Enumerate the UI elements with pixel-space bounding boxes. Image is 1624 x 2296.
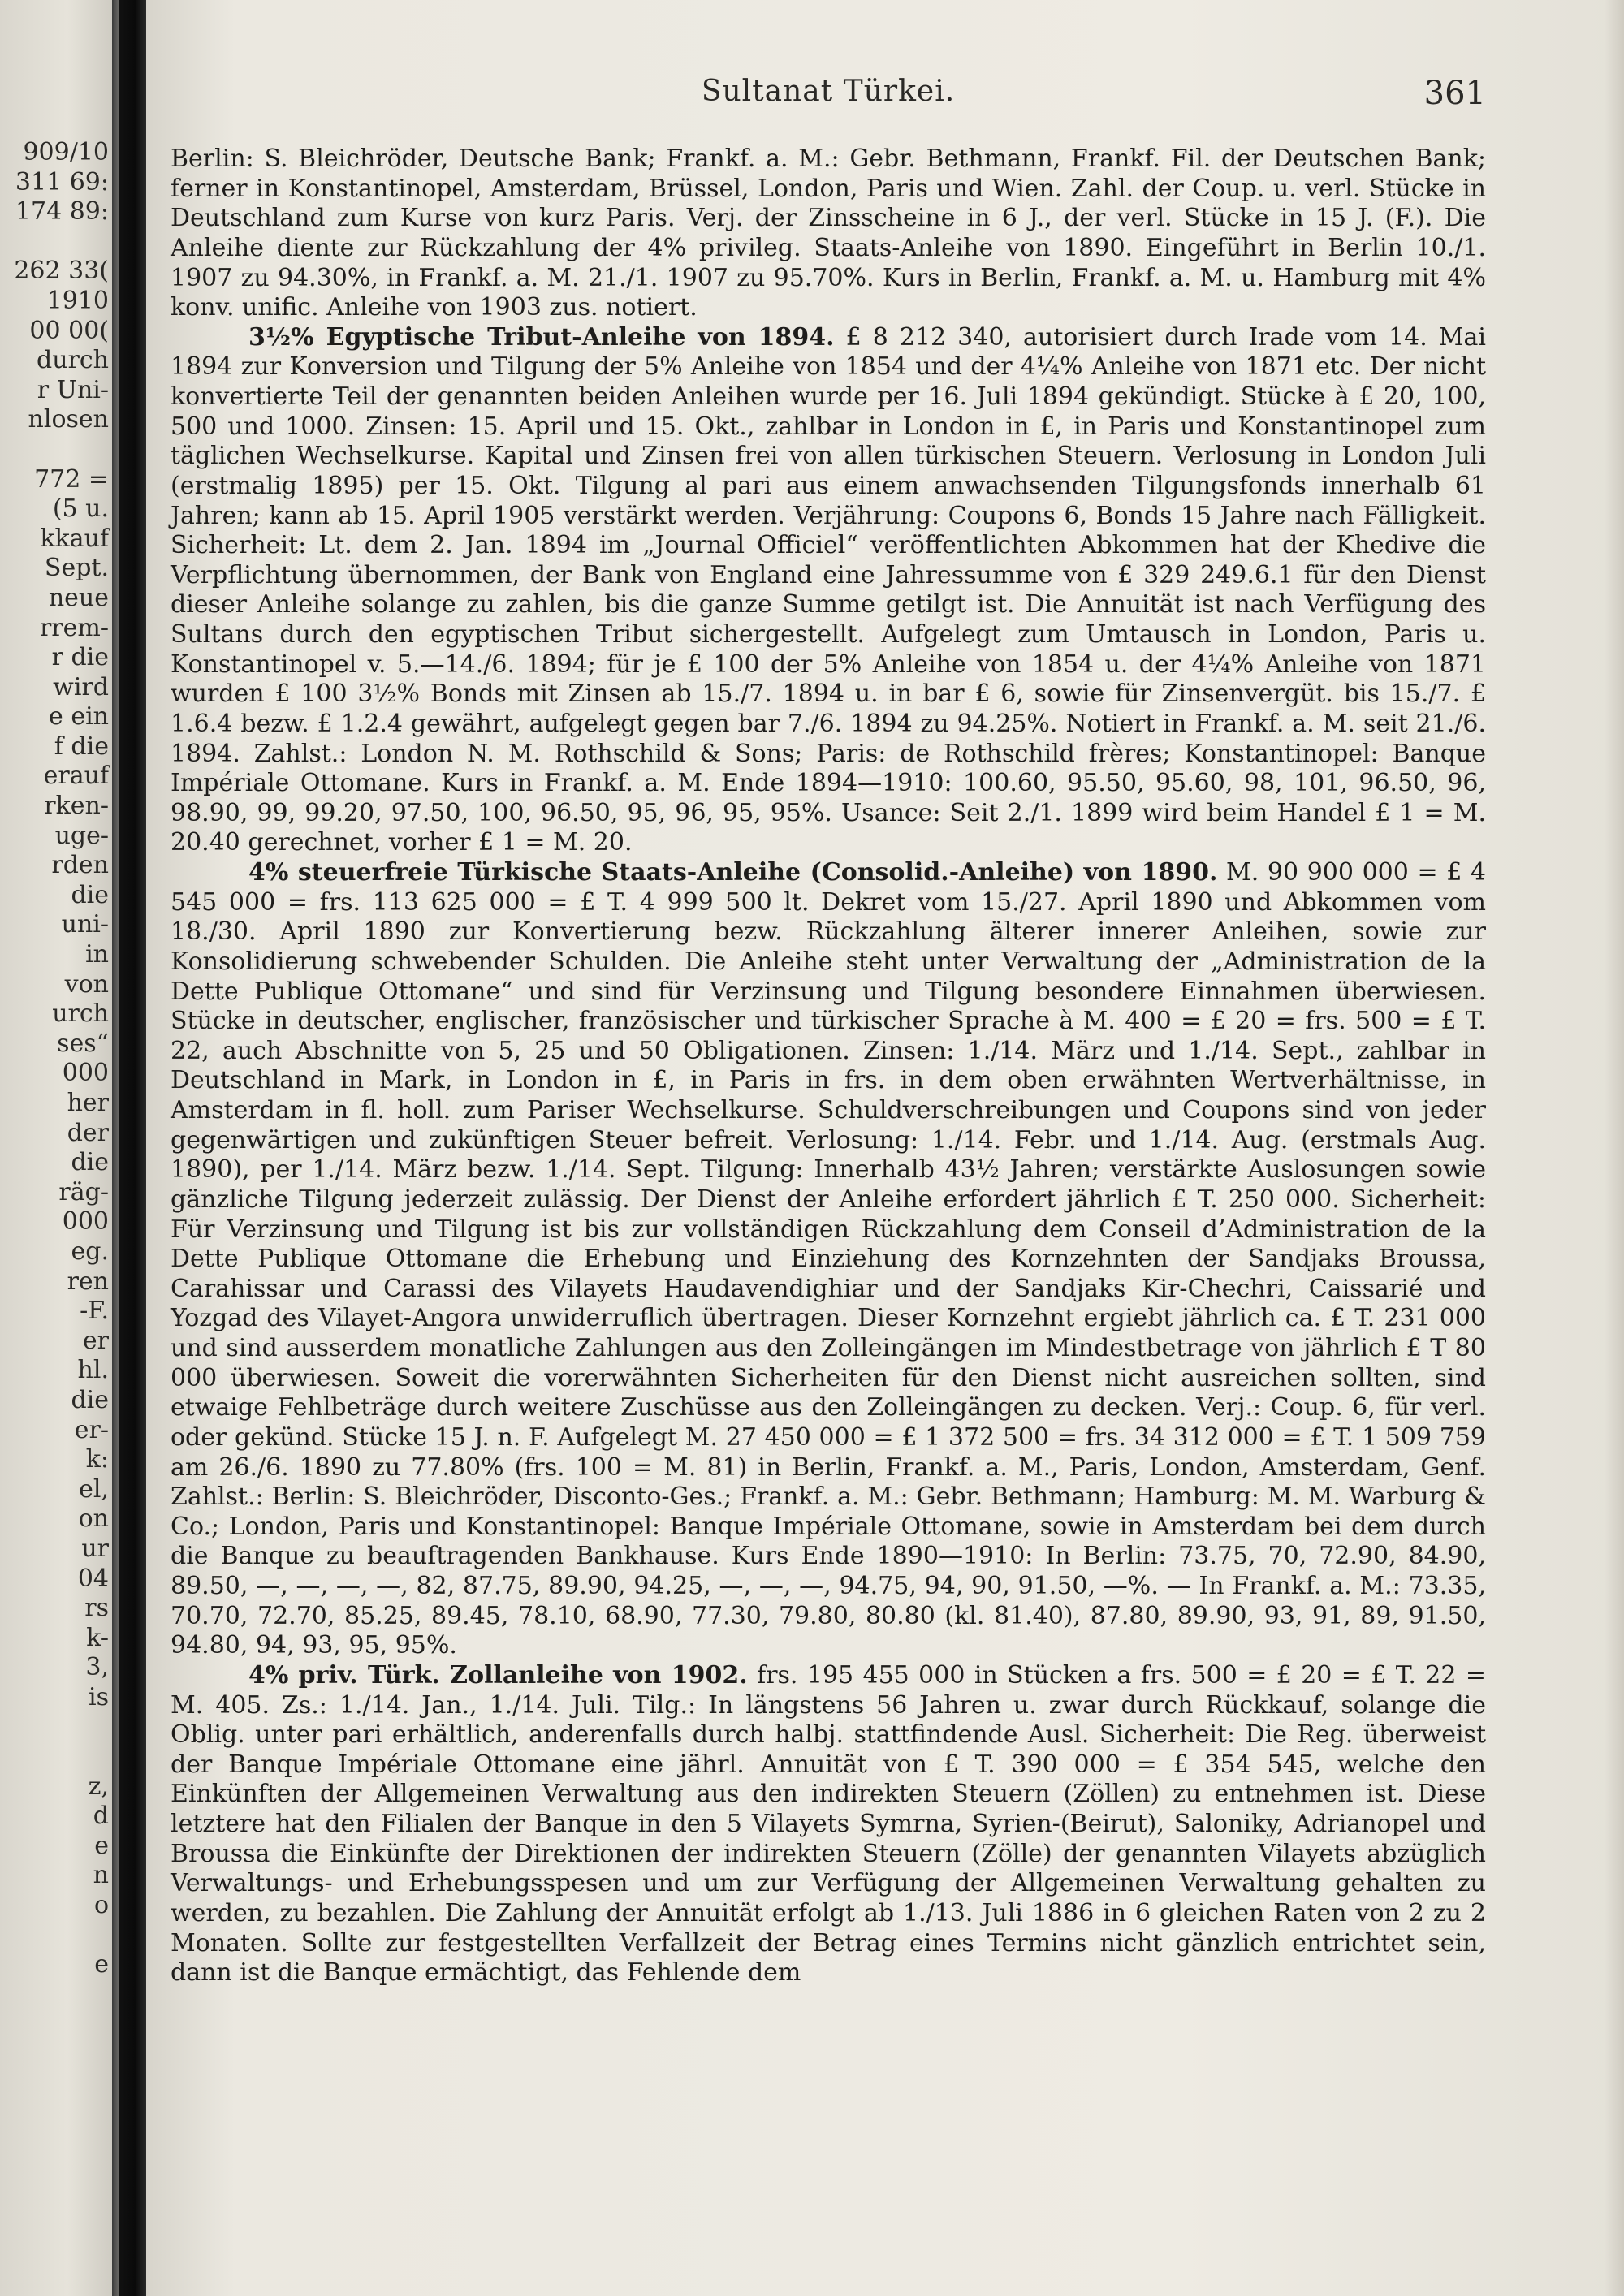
previous-page-line: ren (67, 1267, 109, 1296)
previous-page-line: die (71, 1148, 109, 1177)
previous-page-line: r die (51, 643, 109, 672)
previous-page-line (0, 1742, 112, 1772)
previous-page-line: uge- (54, 821, 109, 850)
body-text (171, 145, 1486, 1988)
previous-page-line: urch (52, 999, 109, 1029)
previous-page-line: (5 u. (52, 494, 109, 524)
previous-page-line: rrem- (39, 613, 109, 642)
previous-page-line: her (67, 1089, 109, 1117)
previous-page-line (0, 435, 112, 465)
previous-page-line: ur (81, 1534, 109, 1563)
previous-page-line: die (71, 1385, 109, 1414)
previous-page-text-fragments (0, 138, 112, 1980)
previous-page-line: k: (85, 1445, 109, 1474)
paragraph-heading: 4% priv. Türk. Zollanleihe von 1902. (248, 1660, 748, 1690)
previous-page-line: el, (79, 1474, 109, 1504)
previous-page-line: -F. (80, 1297, 109, 1326)
page-number: 361 (1423, 75, 1486, 112)
previous-page-line: 262 33( (14, 257, 109, 286)
previous-page-line: neue (48, 583, 109, 612)
previous-page-line: eg. (71, 1236, 109, 1266)
previous-page-line: 000 (62, 1059, 109, 1088)
previous-page-line: 000 (62, 1207, 109, 1236)
previous-page-line: die (71, 880, 109, 909)
running-title: Sultanat Türkei. (701, 75, 956, 108)
previous-page-line: wird (53, 672, 109, 701)
paragraph-egyptian-tribute-loan-1894 (171, 323, 1486, 858)
previous-page-line: erauf (43, 762, 109, 791)
previous-page-line: d (93, 1802, 109, 1831)
paragraph-text: frs. 195 455 000 in Stücken a frs. 500 = £ 20 = £ T. 22 = M. 405. Zs.: 1./14. Jan., 1./14. Juli. Tilg.: In längstens 56 Jahren u. zwar durch Rückkauf, solange die Oblig. unter pari erhältlich, anderenfalls durch halbj. stattfindende Ausl. Sicherheit: Die Reg. überweist der Banque Impériale Ottomane eine jährl. Annuität von £ T. 390 000 = £ 354 545, welche den Einkünften der Allgemeinen Verwaltung aus den indirekten Steuern (Zöllen) zu entnehmen ist. Diese letztere hat den Filialen der Banque in den 5 Vilayets Symrna, Syrien-(Beirut), Saloniky, Adrianopel und Broussa die Einkünfte der Direktionen der indirekten Steuern (Zölle) der genannten Vilayets abzüglich Verwaltungs- und Erhebungsspesen und um zur Verfügung der Allgemeinen Verwaltung gehalten zu werden, zu bezahlen. Die Zahlung der Annuität erfolgt ab 1./13. Juli 1886 in 6 gleichen Raten von 2 zu 2 Monaten. Sollte zur festgestellten Verfallzeit der Betrag eines Termins nicht gänzlich entrichtet sein, dann ist die Banque ermächtigt, das Fehlende dem (171, 1660, 1487, 1987)
paragraph-turkish-consolidated-loan-1890 (171, 858, 1486, 1661)
previous-page-line: o (93, 1891, 109, 1920)
previous-page-line: f die (54, 732, 109, 761)
previous-page-line: n (93, 1861, 109, 1890)
previous-page-line: 174 89: (15, 197, 109, 227)
previous-page-line: 772 = (34, 464, 109, 494)
previous-page-line: durch (37, 346, 109, 375)
previous-page-line: 00 00( (29, 316, 109, 345)
previous-page-edge (0, 0, 112, 2296)
paragraph-text: £ 8 212 340, autorisiert durch Irade vom 14. Mai 1894 zur Konversion und Tilgung der 5% Anleihe von 1854 und der 4¼% Anleihe von 1871 etc. Der nicht konvertierte Teil der genannten beiden Anleihen wurde per 16. Juli 1894 gekündigt. Stücke à £ 20, 100, 500 und 1000. Zinsen: 15. April und 15. Okt., zahlbar in London in £, in Paris und Konstantinopel zum täglichen Wechselkurse. Kapital und Zinsen frei von allen türkischen Steuern. Verlosung in London Juli (erstmalig 1895) per 15. Okt. Tilgung al pari aus einem anwachsenden Tilgungsfonds innerhalb 61 Jahren; kann ab 15. April 1905 verstärkt werden. Verjährung: Coupons 6, Bonds 15 Jahre nach Fälligkeit. Sicherheit: Lt. dem 2. Jan. 1894 im „Journal Officiel“ veröffentlichten Abkommen hat der Khedive die Verpflichtung übernommen, der Bank von England eine Jahressumme von £ 329 249.6.1 für den Dienst dieser Anleihe solange zu zahlen, bis die ganze Summe getilgt ist. Die Annuität ist nach Verfügung des Sultans durch den egyptischen Tribut sichergestellt. Aufgelegt zum Umtausch in London, Paris u. Konstantinopel v. 5.—14./6. 1894; für je £ 100 der 5% Anleihe von 1854 u. der 4¼% Anleihe von 1871 wurden £ 100 3½% Bonds mit Zinsen ab 15./7. 1894 u. in bar £ 6, sowie für Zinsenvergüt. bis 15./7. £ 1.6.4 bezw. £ 1.2.4 gewährt, aufgelegt gegen bar 7./6. 1894 zu 94.25%. Notiert in Frankf. a. M. seit 21./6. 1894. Zahlst.: London N. M. Rothschild & Sons; Paris: de Rothschild frères; Konstantinopel: Banque Impériale Ottomane. Kurs in Frankf. a. M. Ende 1894—1910: 100.60, 95.50, 95.60, 98, 101, 96.50, 96, 98.90, 99, 99.20, 97.50, 100, 96.50, 95, 96, 95, 95%. Usance: Seit 2./1. 1899 wird beim Handel £ 1 = M. 20.40 gerechnet, vorher £ 1 = M. 20. (171, 322, 1486, 857)
previous-page-line: e (94, 1831, 109, 1860)
paragraph-heading: 4% steuerfreie Türkische Staats-Anleihe (Consolid.-Anleihe) von 1890. (248, 858, 1218, 887)
previous-page-line: uni- (61, 910, 109, 939)
previous-page-line: rden (51, 851, 109, 880)
previous-page-line: rs (84, 1594, 109, 1623)
previous-page-line: 1910 (46, 286, 109, 315)
paragraph-continuation (171, 145, 1486, 323)
previous-page-line: er (82, 1326, 109, 1355)
previous-page-line: von (64, 969, 109, 999)
paragraph-heading: 3½% Egyptische Tribut-Anleihe von 1894. (248, 322, 835, 352)
previous-page-line: 3, (85, 1653, 109, 1682)
previous-page-line: räg- (58, 1177, 109, 1206)
paragraph-text: M. 90 900 000 = £ 4 545 000 = frs. 113 625 000 = £ T. 4 999 500 lt. Dekret vom 15./27. April 1890 und Abkommen vom 18./30. April 1890 zur Konvertierung bezw. Rückzahlung älterer innerer Anleihen, sowie zur Konsolidierung schwebender Schulden. Die Anleihe steht unter Verwaltung der „Administration de la Dette Publique Ottomane“ und sind für Verzinsung und Tilgung besondere Einnahmen überwiesen. Stücke in deutscher, englischer, französischer und türkischer Sprache à M. 400 = £ 20 = frs. 500 = £ T. 22, auch Abschnitte von 5, 25 und 50 Obligationen. Zinsen: 1./14. März und 1./14. Sept., zahlbar in Deutschland in Mark, in London in £, in Paris in frs. in dem oben erwähnten Wertverhältnisse, in Amsterdam in fl. holl. zum Pariser Wechselkurse. Schuldverschreibungen und Coupons sind von jeder gegenwärtigen und zukünftigen Steuer befreit. Verlosung: 1./14. Febr. und 1./14. Aug. (erstmals Aug. 1890), per 1./14. März bezw. 1./14. Sept. Tilgung: Innerhalb 43½ Jahren; verstärkte Auslosungen sowie gänzliche Tilgung jederzeit zulässig. Der Dienst der Anleihe erfordert jährlich £ T. 250 000. Sicherheit: Für Verzinsung und Tilgung ist bis zur vollständigen Rückzahlung dem Conseil d’Administration de la Dette Publique Ottomane die Erhebung und Einziehung des Kornzehnten der Sandjaks Broussa, Carahissar und Carassi des Vilayets Haudavendighiar und der Sandjaks Kir-Chechri, Caissarié und Yozgad des Vilayet-Angora unwiderruflich übertragen. Dieser Kornzehnt ergiebt jährlich ca. £ T. 231 000 und sind ausserdem monatliche Zahlungen aus den Zolleingängen im Mindestbetrage von jährlich £ T 80 000 überwiesen. Soweit die vorerwähnten Sicherheiten für den Dienst nicht ausreichen sollten, sind etwaige Fehlbeträge durch weitere Zuschüsse aus den Zolleingängen zu decken. Verj.: Coup. 6, für verl. oder gekünd. Stücke 15 J. n. F. Aufgelegt M. 27 450 000 = £ 1 372 500 = frs. 34 312 000 = £ T. 1 509 759 am 26./6. 1890 zu 77.80% (frs. 100 = M. 81) in Berlin, Frankf. a. M., Paris, London, Amsterdam, Genf. Zahlst.: Berlin: S. Bleichröder, Disconto-Ges.; Frankf. a. M.: Gebr. Bethmann; Hamburg: M. M. Warburg & Co.; London, Paris und Konstantinopel: Banque Impériale Ottomane, sowie in Amsterdam bei dem durch die Banque zu beauftragenden Bankhause. Kurs Ende 1890—1910: In Berlin: 73.75, 70, 72.90, 84.90, 89.50, —, —, —, —, 82, 87.75, 89.90, 94.25, —, —, —, 94.75, 94, 90, 91.50, —%. — In Frankf. a. M.: 73.35, 70.70, 72.70, 85.25, 89.45, 78.10, 68.90, 77.30, 79.80, 80.80 (kl. 81.40), 87.80, 89.90, 93, 91, 89, 91.50, 94.80, 94, 93, 95, 95%. (171, 858, 1486, 1660)
previous-page-line: nlosen (28, 405, 109, 434)
previous-page-line: on (78, 1504, 109, 1534)
book-gutter (119, 0, 146, 2296)
previous-page-line: e (94, 1950, 109, 1979)
previous-page-line: hl. (77, 1356, 109, 1385)
previous-page-line (0, 227, 112, 257)
paragraph-text: Berlin: S. Bleichröder, Deutsche Bank; Frankf. a. M.: Gebr. Bethmann, Frankf. Fil. der Deutschen Bank; ferner in Konstantinopel, Amsterdam, Brüssel, London, Paris und Wien. Zahl. der Coup. u. verl. Stücke in Deutschland zum Kurse von kurz Paris. Verj. der Zinsscheine in 6 J., der verl. Stücke in 15 J. (F.). Die Anleihe diente zur Rückzahlung der 4% privileg. Staats-Anleihe von 1890. Eingeführt in Berlin 10./1. 1907 zu 94.30%, in Frankf. a. M. 21./1. 1907 zu 95.70%. Kurs in Berlin, Frankf. a. M. u. Hamburg mit 4% konv. unific. Anleihe von 1903 zus. notiert. (171, 145, 1486, 322)
previous-page-line: z, (88, 1772, 109, 1801)
previous-page-line: der (67, 1118, 109, 1147)
paragraph-turkish-customs-loan-1902 (171, 1661, 1486, 1988)
previous-page-line: 909/10 (23, 138, 109, 166)
previous-page-line: k- (86, 1623, 109, 1652)
previous-page-line: 04 (77, 1564, 109, 1593)
previous-page-line (0, 1921, 112, 1951)
page-edge-shadow (1605, 0, 1624, 2296)
previous-page-line: r Uni- (37, 375, 109, 404)
previous-page-line: er- (74, 1415, 109, 1444)
page-header (171, 75, 1486, 115)
previous-page-line: e ein (49, 702, 109, 732)
previous-page-line: in (85, 940, 109, 969)
previous-page-line: Sept. (44, 554, 109, 583)
previous-page-line: ses“ (57, 1029, 109, 1058)
previous-page-line: kkauf (40, 524, 109, 553)
previous-page-line: is (89, 1682, 109, 1711)
previous-page-line (0, 1712, 112, 1742)
previous-page-line: rken- (44, 792, 109, 821)
previous-page-line: 311 69: (15, 167, 109, 196)
